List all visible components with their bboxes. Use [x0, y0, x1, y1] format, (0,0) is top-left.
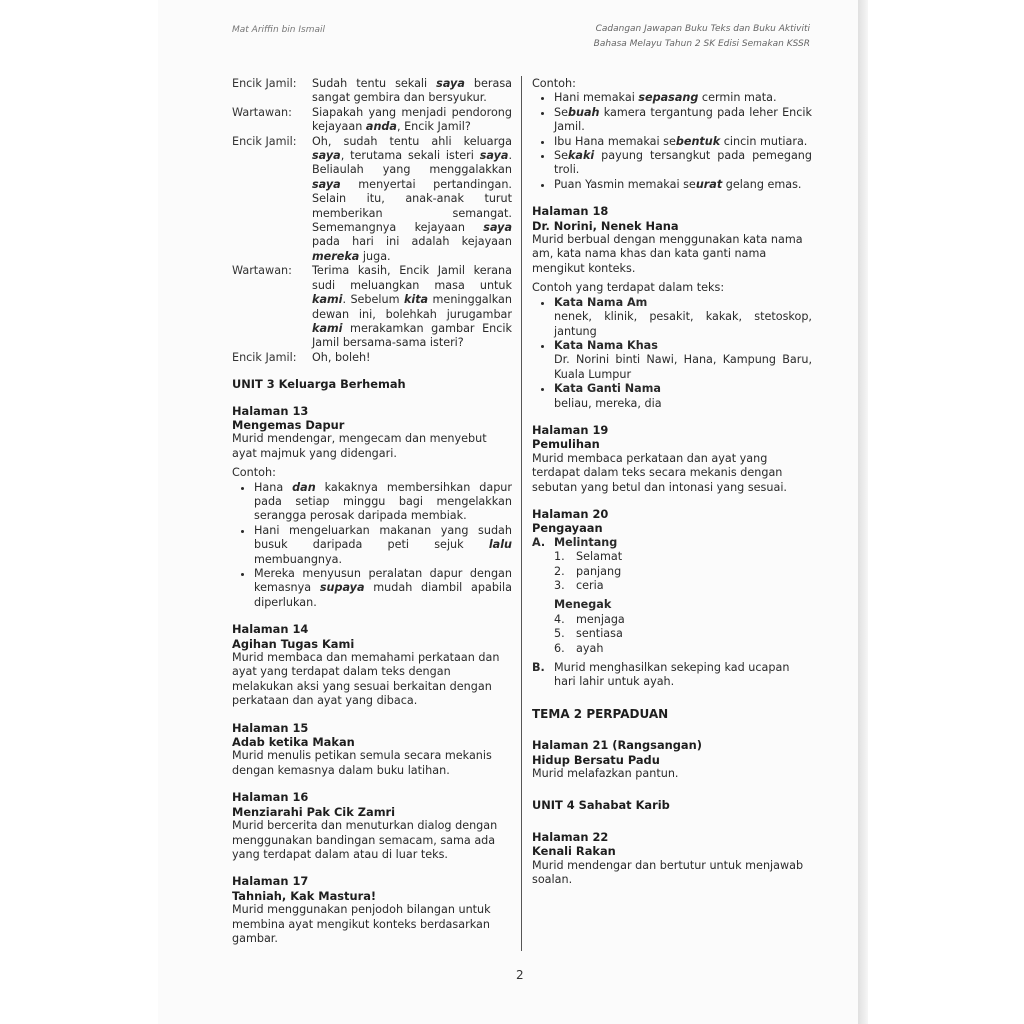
melintang-list: [532, 550, 812, 593]
h17-title: Tahniah, Kak Mastura!: [232, 888, 377, 903]
noun-group-label: • Kata Ganti Nama: [554, 382, 661, 396]
melintang-answer: [554, 565, 812, 579]
section-h15: [232, 721, 512, 779]
h17-contoh: Contoh:: [532, 77, 576, 90]
dialog-row: [232, 264, 512, 350]
menegak-answer: [554, 613, 812, 627]
dialog-utterance: Siapakah yang menjadi pendorong kejayaan anda, Encik Jamil?: [312, 105, 512, 134]
h18-contoh: Contoh yang terdapat dalam teks:: [532, 281, 725, 295]
section-h17: [232, 874, 512, 946]
section-h13: [232, 404, 512, 611]
unit3-heading: UNIT 3 Keluarga Berhemah: [232, 377, 406, 392]
h17-page: Halaman 17: [232, 874, 309, 889]
noun-group: [554, 339, 812, 382]
h20-a-row: [532, 536, 812, 550]
dialog-row: [232, 351, 512, 365]
list-item: • Hana dan kakaknya membersihkan dapur pada setiap minggu bagi mengelakkan serangga perosak daripada membiak.: [254, 481, 512, 524]
h16-page: Halaman 16: [232, 790, 309, 805]
noun-group-text: Dr. Norini binti Nawi, Hana, Kampung Baru, Kuala Lumpur: [554, 353, 812, 381]
answer-word: menjaga: [576, 612, 625, 626]
answer-word: sentiasa: [576, 627, 623, 641]
answer-number: 1.: [554, 550, 565, 564]
melintang-answer: [554, 550, 812, 564]
unit4-heading: UNIT 4 Sahabat Karib: [532, 798, 670, 813]
dialog-row: [232, 77, 512, 106]
list-item: • Puan Yasmin memakai seurat gelang emas.: [554, 178, 812, 192]
menegak-answer: [554, 627, 812, 641]
list-item: • Mereka menyusun peralatan dapur dengan kemasnya supaya mudah diambil apabila diperlukan.: [254, 567, 512, 610]
column-divider: [521, 76, 522, 951]
section-h19: [532, 423, 812, 495]
h20-menegak-title: Menegak: [554, 598, 612, 612]
page-edge-shadow: [858, 0, 868, 1024]
answer-number: 2.: [554, 564, 565, 578]
noun-group: [554, 296, 812, 339]
h20-a-label: A.: [532, 535, 546, 549]
h19-desc: Murid membaca perkataan dan ayat yang terdapat dalam teks secara mekanis dengan sebutan yang betul dan intonasi yang sesuai.: [532, 451, 787, 494]
answer-word: ayah: [576, 641, 604, 655]
h15-page: Halaman 15: [232, 720, 309, 735]
h16-desc: Murid bercerita dan menuturkan dialog dengan menggunakan bandingan semacam, sama ada yang terdapat dalam atau di luar teks.: [232, 819, 498, 861]
noun-group: [554, 382, 812, 411]
h18-desc: Murid berbual dengan menggunakan kata nama am, kata nama khas dan kata ganti nama mengikut konteks.: [532, 233, 803, 275]
h21-title: Hidup Bersatu Padu: [532, 752, 660, 767]
h13-contoh: Contoh:: [232, 466, 276, 480]
dialog-utterance: Sudah tentu sekali saya berasa sangat gembira dan bersyukur.: [312, 77, 513, 105]
dialog-utterance: Terima kasih, Encik Jamil kerana sudi meluangkan masa untuk kami. Sebelum kita meninggalkan dewan ini, bolehkah jurugambar kami merakamkan gambar Encik Jamil bersama-sama isteri?: [312, 264, 513, 350]
dialog-utterance: Oh, sudah tentu ahli keluarga saya, terutama sekali isteri saya. Beliaulah yang menggalakkan saya menyertai pertandingan. Selain itu, anak-anak turut memberikan semangat. Sememangnya kejayaan saya pada hari ini adalah kejayaan mereka juga.: [312, 134, 512, 263]
h16-title: Menziarahi Pak Cik Zamri: [232, 804, 396, 819]
h21-page: Halaman 21 (Rangsangan): [532, 738, 702, 753]
section-h18: [532, 204, 812, 411]
menegak-list: [532, 613, 812, 656]
tema2-heading: TEMA 2 PERPADUAN: [532, 706, 669, 721]
answer-number: 4.: [554, 612, 565, 626]
dialog-utterance: Oh, boleh!: [312, 350, 371, 364]
section-h22: [532, 830, 812, 888]
section-h20: [532, 507, 812, 690]
h15-title: Adab ketika Makan: [232, 735, 355, 750]
page-number: 2: [516, 968, 524, 982]
dialog-block: [232, 77, 512, 365]
h14-title: Agihan Tugas Kami: [232, 636, 355, 651]
h22-desc: Murid mendengar dan bertutur untuk menjawab soalan.: [532, 858, 804, 887]
dialog-row: [232, 106, 512, 135]
list-item: • Sebuah kamera tergantung pada leher Encik Jamil.: [554, 106, 812, 135]
list-item: • Sekaki payung tersangkut pada pemegang troli.: [554, 149, 812, 178]
h20-b-text: Murid menghasilkan sekeping kad ucapan hari lahir untuk ayah.: [554, 661, 790, 689]
noun-group-text: beliau, mereka, dia: [554, 396, 662, 410]
header-title-line2: Bahasa Melayu Tahun 2 SK Edisi Semakan KSSR: [593, 39, 810, 49]
h22-page: Halaman 22: [532, 829, 609, 844]
melintang-answer: [554, 579, 812, 593]
h14-desc: Murid membaca dan memahami perkataan dan ayat yang terdapat dalam teks dengan melakukan aksi yang sesuai berkaitan dengan perkataan dan ayat yang dibaca.: [232, 651, 500, 708]
answer-number: 3.: [554, 579, 565, 592]
header-title-line1: Cadangan Jawapan Buku Teks dan Buku Aktiviti: [595, 24, 810, 34]
list-item: • Hani memakai sepasang cermin mata.: [554, 91, 812, 105]
section-h16: [232, 790, 512, 862]
menegak-answer: [554, 642, 812, 656]
noun-group-label: • Kata Nama Am: [554, 295, 648, 309]
noun-group-label: • Kata Nama Khas: [554, 338, 658, 352]
answer-number: 5.: [554, 627, 565, 641]
h17-list: [532, 91, 812, 192]
h18-title: Dr. Norini, Nenek Hana: [532, 218, 679, 233]
header-author: Mat Ariffin bin Ismail: [232, 25, 325, 35]
answer-word: Selamat: [576, 550, 623, 564]
h19-page: Halaman 19: [532, 422, 609, 437]
h13-title: Mengemas Dapur: [232, 417, 345, 432]
h14-page: Halaman 14: [232, 622, 309, 637]
h20-title: Pengayaan: [532, 521, 603, 536]
h13-page: Halaman 13: [232, 403, 309, 418]
dialog-row: [232, 135, 512, 265]
answer-number: 6.: [554, 641, 565, 655]
answer-word: panjang: [576, 564, 622, 578]
h13-list: [232, 481, 512, 611]
h15-desc: Murid menulis petikan semula secara mekanis dengan kemasnya dalam buku latihan.: [232, 749, 492, 777]
h18-list: [532, 296, 812, 411]
dialog-speaker: Wartawan:: [232, 264, 292, 278]
h17-desc: Murid menggunakan penjodoh bilangan untuk membina ayat mengikut konteks berdasarkan gambar.: [232, 903, 491, 945]
right-column: [532, 77, 812, 888]
list-item: • Ibu Hana memakai sebentuk cincin mutiara.: [554, 135, 812, 149]
dialog-speaker: Encik Jamil:: [232, 350, 297, 364]
header-title: [594, 22, 810, 52]
dialog-speaker: Encik Jamil:: [232, 134, 297, 148]
dialog-speaker: Encik Jamil:: [232, 77, 297, 90]
h20-melintang-title: Melintang: [554, 535, 618, 549]
answer-word: ceria: [576, 579, 604, 592]
h20-page: Halaman 20: [532, 506, 609, 521]
h19-title: Pemulihan: [532, 437, 600, 452]
left-column: [232, 77, 512, 946]
dialog-speaker: Wartawan:: [232, 105, 292, 119]
h13-desc: Murid mendengar, mengecam dan menyebut ayat majmuk yang didengari.: [232, 432, 487, 460]
h20-b-label: B.: [532, 661, 545, 675]
noun-group-text: nenek, klinik, pesakit, kakak, stetoskop, jantung: [554, 310, 812, 338]
section-h14: [232, 622, 512, 708]
h18-page: Halaman 18: [532, 204, 609, 219]
h21-desc: Murid melafazkan pantun.: [532, 767, 679, 781]
section-h21: [532, 738, 812, 781]
h22-title: Kenali Rakan: [532, 844, 616, 859]
h20-b-row: [532, 661, 812, 690]
list-item: • Hani mengeluarkan makanan yang sudah busuk daripada peti sejuk lalu membuangnya.: [254, 524, 512, 567]
